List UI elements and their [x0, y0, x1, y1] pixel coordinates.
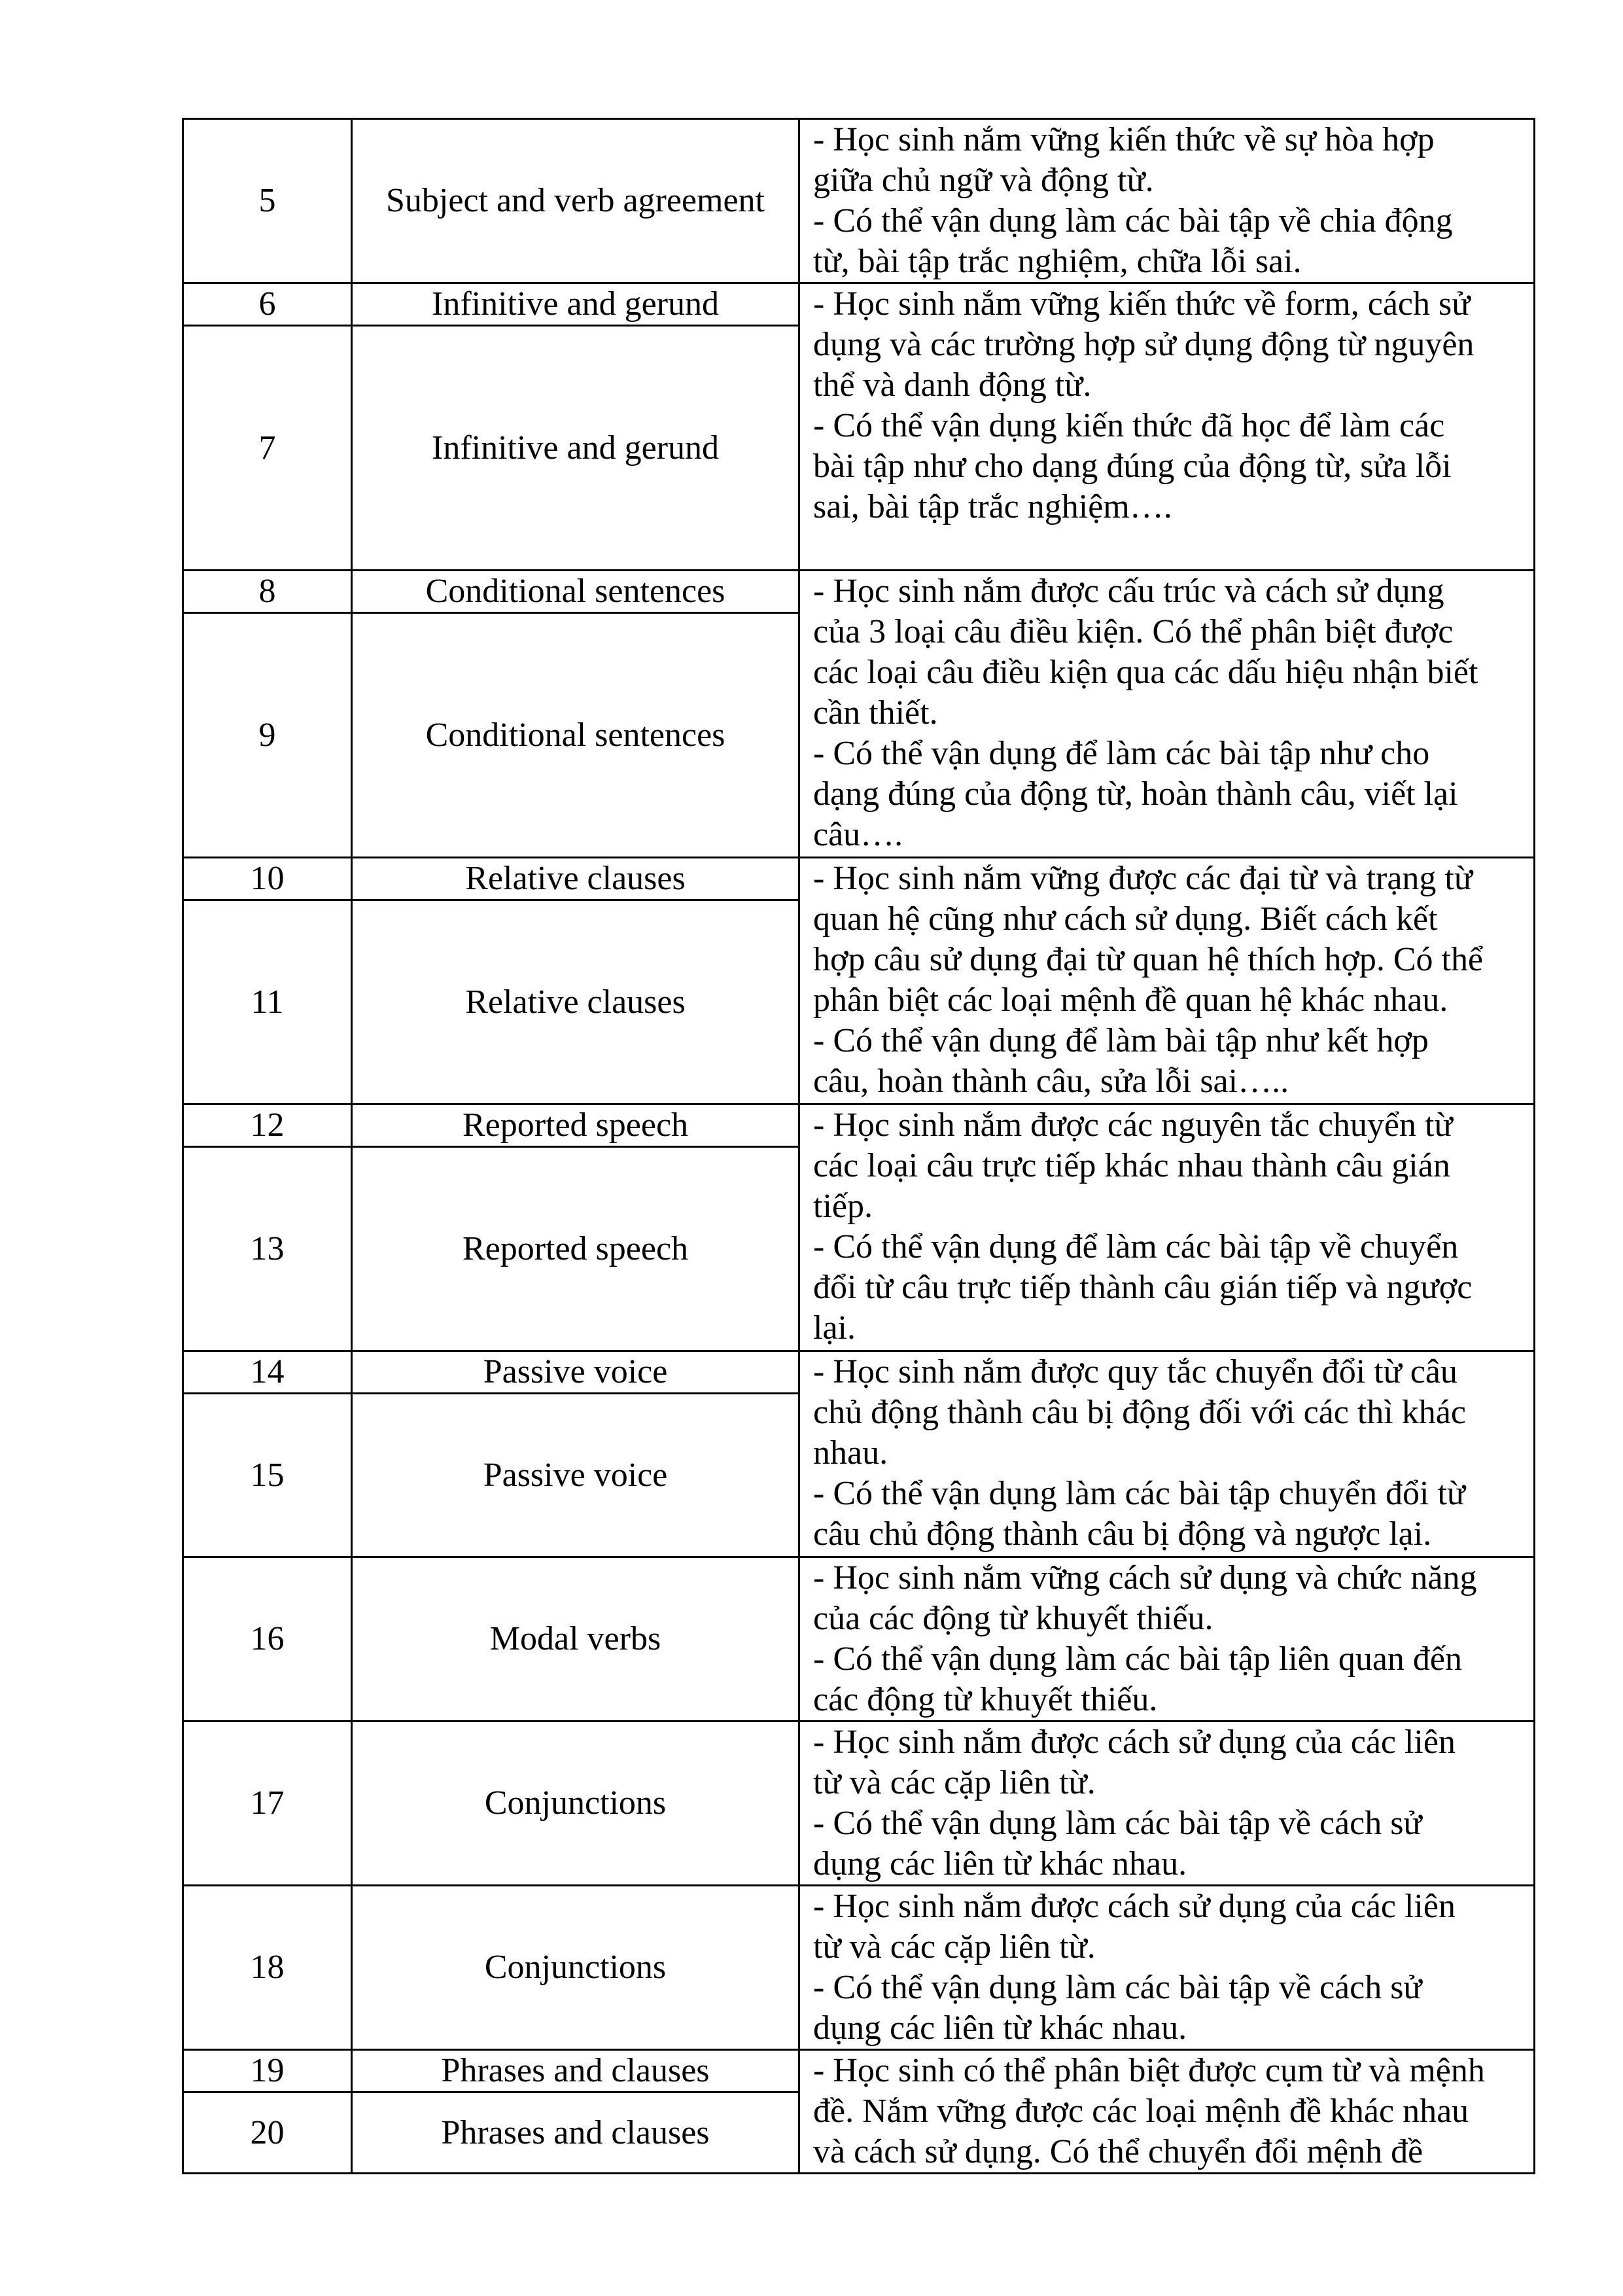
objective-line: - Học sinh nắm vững cách sử dụng và chức năng [813, 1559, 1477, 1597]
row-number: 15 [183, 1394, 352, 1557]
row-number: 11 [183, 900, 352, 1104]
objective-line: - Có thể vận dụng để làm các bài tập về chuyển [813, 1228, 1459, 1265]
table-row [183, 858, 1535, 900]
row-topic: Reported speech [352, 1104, 799, 1147]
objective-line: các động từ khuyết thiếu. [813, 1681, 1158, 1718]
objective-line: đề. Nắm vững được các loại mệnh đề khác nhau [813, 2093, 1469, 2130]
objective-line: chủ động thành câu bị động đối với các thì khác [813, 1394, 1466, 1431]
table-row [183, 571, 1535, 613]
row-number: 17 [183, 1722, 352, 1886]
objective-line: - Có thể vận dụng làm các bài tập về cách sử [813, 1969, 1422, 2006]
table-row [183, 1886, 1535, 2050]
row-number: 6 [183, 283, 352, 326]
objective-line: - Có thể vận dụng để làm bài tập như kết hợp [813, 1022, 1429, 1059]
objective-line: tiếp. [813, 1188, 873, 1225]
row-topic: Phrases and clauses [352, 2093, 799, 2174]
objective-line: quan hệ cũng như cách sử dụng. Biết cách kết [813, 900, 1438, 938]
objective-line: dạng đúng của động từ, hoàn thành câu, viết lại [813, 775, 1458, 813]
objective-line: - Có thể vận dụng làm các bài tập về cách sử [813, 1805, 1422, 1842]
row-topic: Infinitive and gerund [352, 326, 799, 571]
row-topic: Passive voice [352, 1351, 799, 1394]
objective-line: thể và danh động từ. [813, 366, 1092, 404]
row-objectives [799, 2050, 1535, 2174]
table-row [183, 1557, 1535, 1722]
row-objectives [799, 119, 1535, 283]
row-objectives [799, 1557, 1535, 1722]
row-topic: Reported speech [352, 1147, 799, 1351]
objective-line: - Có thể vận dụng làm các bài tập liên quan đến [813, 1640, 1463, 1678]
table-row [183, 119, 1535, 283]
objective-line: - Có thể vận dụng làm các bài tập chuyển đổi từ [813, 1475, 1466, 1512]
objective-line: từ và các cặp liên từ. [813, 1928, 1096, 1966]
objective-line: dụng và các trường hợp sử dụng động từ nguyên [813, 326, 1475, 363]
row-number: 13 [183, 1147, 352, 1351]
row-number: 8 [183, 571, 352, 613]
objective-line: hợp câu sử dụng đại từ quan hệ thích hợp. Có thể [813, 941, 1484, 978]
objective-line: câu chủ động thành câu bị động và ngược lại. [813, 1515, 1432, 1553]
objective-line: sai, bài tập trắc nghiệm…. [813, 488, 1172, 525]
objective-line: - Có thể vận dụng làm các bài tập về chia động [813, 202, 1453, 239]
objective-line: - Học sinh nắm được cách sử dụng của các liên [813, 1888, 1456, 1925]
row-objectives [799, 858, 1535, 1104]
row-topic: Relative clauses [352, 900, 799, 1104]
row-number: 9 [183, 613, 352, 858]
row-topic: Conditional sentences [352, 613, 799, 858]
row-objectives [799, 283, 1535, 571]
table-row [183, 2050, 1535, 2093]
row-topic: Conjunctions [352, 1886, 799, 2050]
objective-line: câu…. [813, 816, 903, 853]
objective-line: dụng các liên từ khác nhau. [813, 1845, 1187, 1882]
objective-line: - Có thể vận dụng để làm các bài tập như cho [813, 735, 1430, 772]
table-row [183, 1722, 1535, 1886]
row-number: 12 [183, 1104, 352, 1147]
row-number: 20 [183, 2093, 352, 2174]
objective-line: từ và các cặp liên từ. [813, 1764, 1096, 1801]
objective-line: câu, hoàn thành câu, sửa lỗi sai….. [813, 1063, 1289, 1100]
row-number: 10 [183, 858, 352, 900]
objective-line: của các động từ khuyết thiếu. [813, 1600, 1213, 1637]
table-row [183, 1104, 1535, 1147]
row-number: 7 [183, 326, 352, 571]
objective-line: phân biệt các loại mệnh đề quan hệ khác nhau. [813, 981, 1448, 1019]
objective-line: - Học sinh nắm được cấu trúc và cách sử dụng [813, 573, 1444, 610]
objective-line: - Học sinh nắm được cách sử dụng của các liên [813, 1723, 1456, 1761]
objective-line: - Học sinh nắm vững được các đại từ và trạng từ [813, 860, 1473, 897]
row-topic: Conditional sentences [352, 571, 799, 613]
row-topic: Conjunctions [352, 1722, 799, 1886]
objective-line: dụng các liên từ khác nhau. [813, 2009, 1187, 2047]
row-objectives [799, 1104, 1535, 1351]
objective-line: từ, bài tập trắc nghiệm, chữa lỗi sai. [813, 243, 1302, 280]
row-topic: Passive voice [352, 1394, 799, 1557]
objective-line: - Học sinh nắm được các nguyên tắc chuyển từ [813, 1106, 1453, 1144]
objective-line: các loại câu trực tiếp khác nhau thành câu gián [813, 1147, 1450, 1184]
row-topic: Subject and verb agreement [352, 119, 799, 283]
objective-line: các loại câu điều kiện qua các dấu hiệu nhận biết [813, 654, 1478, 691]
objective-line: lại. [813, 1309, 856, 1347]
row-topic: Modal verbs [352, 1557, 799, 1722]
row-objectives [799, 1722, 1535, 1886]
row-number: 14 [183, 1351, 352, 1394]
lesson-plan-table [182, 118, 1535, 2174]
table-row [183, 1351, 1535, 1394]
row-topic: Infinitive and gerund [352, 283, 799, 326]
row-number: 16 [183, 1557, 352, 1722]
row-objectives [799, 1351, 1535, 1557]
objective-line: nhau. [813, 1434, 888, 1472]
row-topic: Phrases and clauses [352, 2050, 799, 2093]
objective-line: - Học sinh nắm được quy tắc chuyển đổi từ câu [813, 1353, 1457, 1390]
row-topic: Relative clauses [352, 858, 799, 900]
objective-line: đổi từ câu trực tiếp thành câu gián tiếp và ngược [813, 1269, 1473, 1306]
table-row [183, 283, 1535, 326]
objective-line: bài tập như cho dạng đúng của động từ, sửa lỗi [813, 448, 1452, 485]
objective-line: cần thiết. [813, 694, 938, 732]
objective-line: - Học sinh nắm vững kiến thức về form, cách sử [813, 285, 1471, 323]
row-number: 18 [183, 1886, 352, 2050]
row-number: 5 [183, 119, 352, 283]
objective-line: - Học sinh có thể phân biệt được cụm từ và mệnh [813, 2052, 1485, 2089]
objective-line: và cách sử dụng. Có thể chuyển đổi mệnh đề [813, 2133, 1423, 2170]
row-number: 19 [183, 2050, 352, 2093]
objective-line: - Học sinh nắm vững kiến thức về sự hòa hợp [813, 121, 1435, 158]
objective-line: giữa chủ ngữ và động từ. [813, 162, 1154, 199]
objective-line: - Có thể vận dụng kiến thức đã học để làm các [813, 407, 1445, 444]
row-objectives [799, 571, 1535, 858]
row-objectives [799, 1886, 1535, 2050]
objective-line: của 3 loại câu điều kiện. Có thể phân biệt được [813, 613, 1454, 650]
